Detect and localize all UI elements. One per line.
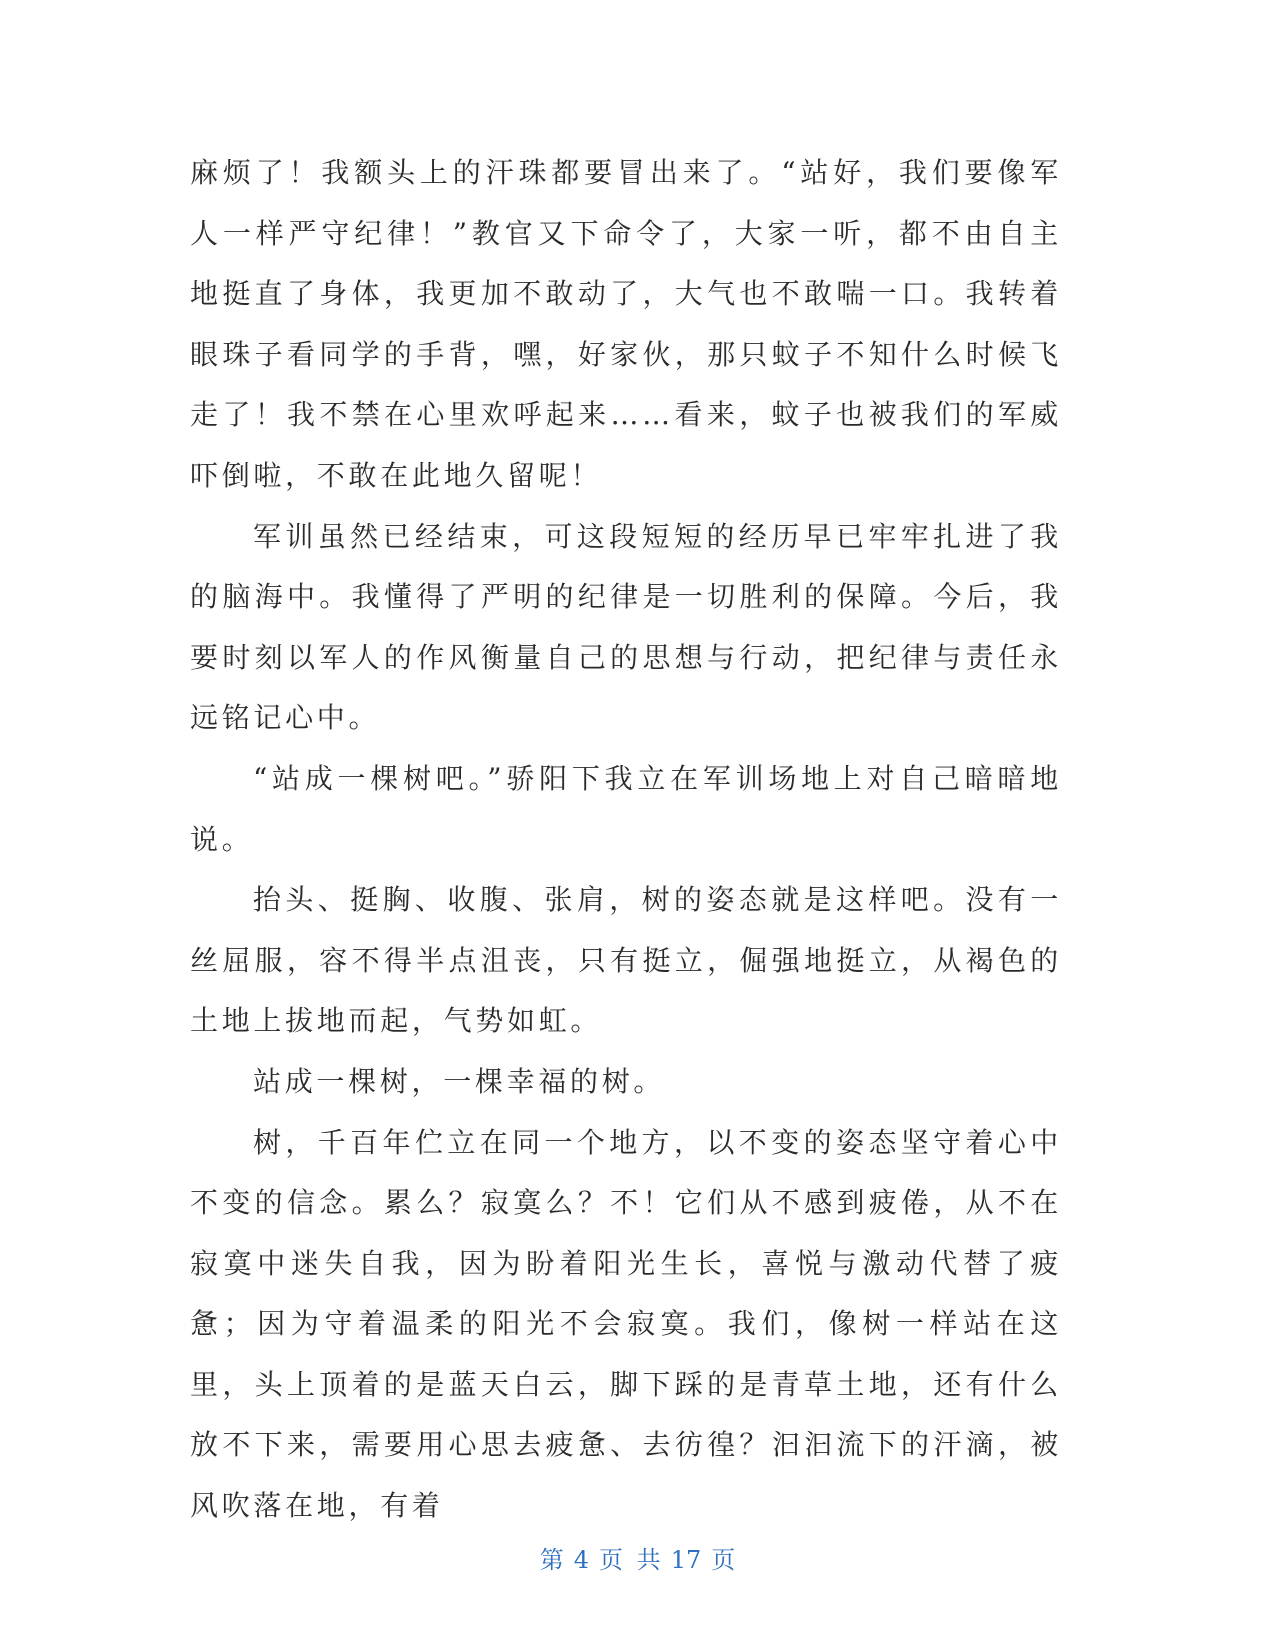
paragraph-6: 树，千百年伫立在同一个地方，以不变的姿态坚守着心中不变的信念。累么？寂寞么？不！它们从不感到疲倦，从不在寂寞中迷失自我，因为盼着阳光生长，喜悦与激动代替了疲惫；因为守着温柔的阳光不会寂寞。我们，像树一样站在这里，头上顶着的是蓝天白云，脚下踩的是青草土地，还有什么放不下来，需要用心思去疲惫、去彷徨？汩汩流下的汗滴，被风吹落在地，有着 <box>190 1125 1062 1523</box>
paragraph-2: 军训虽然已经结束，可这段短短的经历早已牢牢扎进了我的脑海中。我懂得了严明的纪律是一切胜利的保障。今后，我要时刻以军人的作风衡量自己的思想与行动，把纪律与责任永远铭记心中。 <box>190 519 1062 735</box>
paragraph-3: “站成一棵树吧。”骄阳下我立在军训场地上对自己暗暗地说。 <box>190 761 1062 856</box>
current-page-number: 4 <box>573 1546 590 1574</box>
paragraph-5: 站成一棵树，一棵幸福的树。 <box>253 1064 666 1098</box>
paragraph-1: 麻烦了！我额头上的汗珠都要冒出来了。“站好，我们要像军人一样严守纪律！”教官又下命令了，大家一听，都不由自主地挺直了身体，我更加不敢动了，大气也不敢喘一口。我转着眼珠子看同学的手背，嘿，好家伙，那只蚊子不知什么时候飞走了！我不禁在心里欢呼起来……看来，蚊子也被我们的军威吓倒啦，不敢在此地久留呢！ <box>190 156 1062 492</box>
footer-mid: 页 共 <box>599 1546 661 1574</box>
total-pages-number: 17 <box>670 1546 702 1574</box>
footer-prefix: 第 <box>539 1546 564 1574</box>
page-footer <box>0 1540 1275 1575</box>
document-body <box>190 143 1062 1537</box>
footer-suffix: 页 <box>711 1546 736 1574</box>
paragraph-4: 抬头、挺胸、收腹、张肩，树的姿态就是这样吧。没有一丝屈服，容不得半点沮丧，只有挺立，倔强地挺立，从褐色的土地上拔地而起，气势如虹。 <box>190 883 1062 1038</box>
